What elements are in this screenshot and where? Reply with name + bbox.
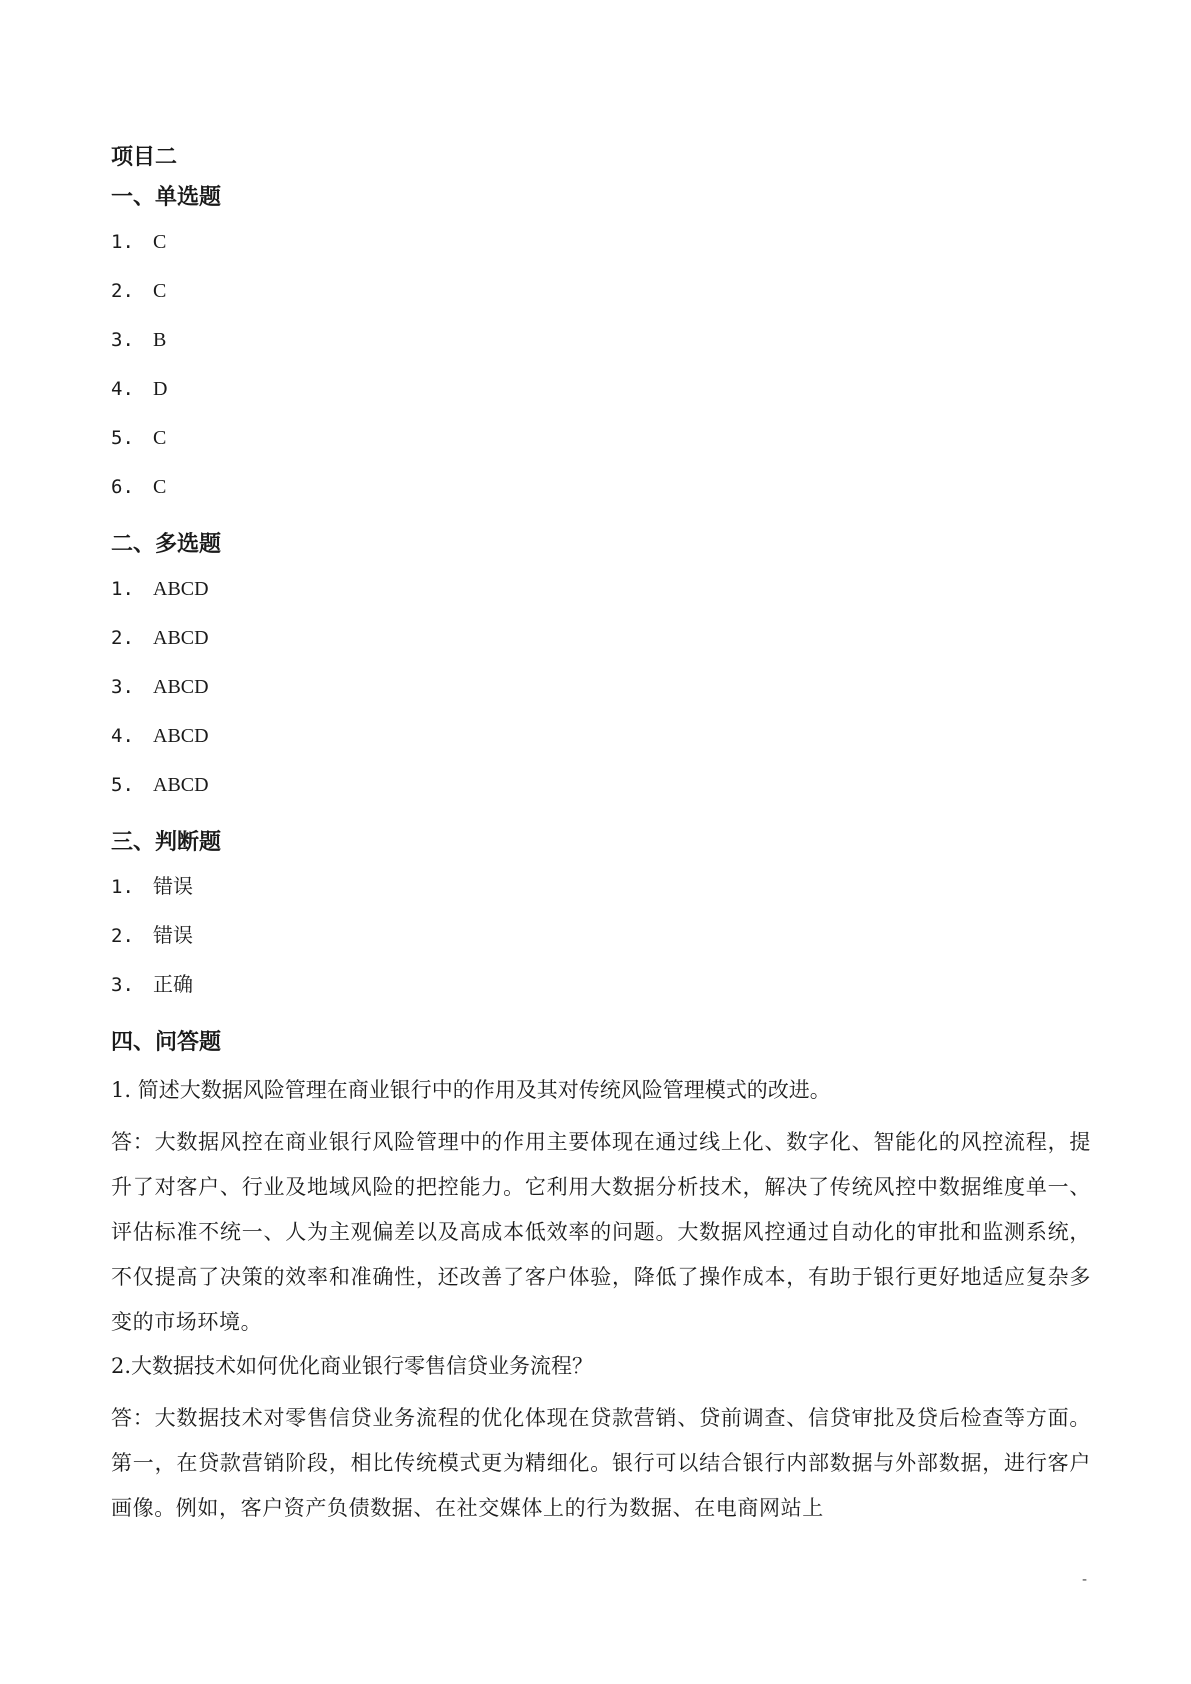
answer-1: 答：大数据风控在商业银行风险管理中的作用主要体现在通过线上化、数字化、智能化的风控流程，提升了对客户、行业及地域风险的把控能力。它利用大数据分析技术，解决了传统风控中数据维度单一、评估标准不统一、人为主观偏差以及高成本低效率的问题。大数据风控通过自动化的审批和监测系统，不仅提高了决策的效率和准确性，还改善了客户体验，降低了操作成本，有助于银行更好地适应复杂多变的市场环境。 — [111, 1130, 1091, 1334]
answer-value: 错误 — [153, 876, 193, 898]
question-1: 1. 简述大数据风险管理在商业银行中的作用及其对传统风险管理模式的改进。 — [111, 1078, 831, 1102]
section-heading-single-choice: 一、单选题 — [111, 185, 222, 210]
answer-number: 3. — [111, 676, 134, 698]
list-item — [111, 279, 1091, 328]
section-heading-true-false: 三、判断题 — [111, 830, 222, 855]
footer-mark: - — [1081, 1572, 1087, 1588]
answer-value: C — [153, 476, 167, 498]
answer-value: C — [153, 280, 167, 302]
answer-value: ABCD — [153, 676, 209, 698]
answer-value: 错误 — [153, 925, 193, 947]
single-choice-answers — [111, 230, 1091, 524]
list-item — [111, 475, 1091, 524]
section-heading-multiple-choice: 二、多选题 — [111, 532, 222, 557]
document-content — [111, 143, 1091, 1531]
list-item — [111, 577, 1091, 626]
answer-value: ABCD — [153, 774, 209, 796]
question-2: 2.大数据技术如何优化商业银行零售信贷业务流程？ — [111, 1354, 594, 1378]
true-false-answers — [111, 875, 1091, 1022]
list-item — [111, 924, 1091, 973]
answer-number: 4. — [111, 378, 134, 400]
answer-number: 1. — [111, 578, 134, 600]
list-item — [111, 328, 1091, 377]
list-item — [111, 875, 1091, 924]
list-item — [111, 426, 1091, 475]
list-item — [111, 973, 1091, 1022]
answer-number: 2. — [111, 925, 134, 947]
project-title: 项目二 — [111, 145, 178, 170]
answer-value: 正确 — [153, 974, 193, 996]
answer-2: 答：大数据技术对零售信贷业务流程的优化体现在贷款营销、贷前调查、信贷审批及贷后检查等方面。第一，在贷款营销阶段，相比传统模式更为精细化。银行可以结合银行内部数据与外部数据，进行客户画像。例如，客户资产负债数据、在社交媒体上的行为数据、在电商网站上 — [111, 1406, 1091, 1520]
multiple-choice-answers — [111, 577, 1091, 822]
answer-value: D — [153, 378, 168, 400]
answer-number: 5. — [111, 427, 134, 449]
answer-number: 6. — [111, 476, 134, 498]
answer-value: ABCD — [153, 627, 209, 649]
answer-number: 1. — [111, 876, 134, 898]
list-item — [111, 230, 1091, 279]
answer-number: 3. — [111, 329, 134, 351]
list-item — [111, 626, 1091, 675]
answer-number: 4. — [111, 725, 134, 747]
answer-number: 2. — [111, 627, 134, 649]
answer-value: B — [153, 329, 167, 351]
qa-block — [111, 1075, 1091, 1531]
answer-number: 2. — [111, 280, 134, 302]
answer-value: C — [153, 427, 167, 449]
section-heading-qa: 四、问答题 — [111, 1030, 222, 1055]
list-item — [111, 675, 1091, 724]
answer-number: 5. — [111, 774, 134, 796]
list-item — [111, 773, 1091, 822]
answer-number: 1. — [111, 231, 134, 253]
list-item — [111, 377, 1091, 426]
answer-value: ABCD — [153, 725, 209, 747]
answer-value: ABCD — [153, 578, 209, 600]
answer-value: C — [153, 231, 167, 253]
list-item — [111, 724, 1091, 773]
answer-number: 3. — [111, 974, 134, 996]
